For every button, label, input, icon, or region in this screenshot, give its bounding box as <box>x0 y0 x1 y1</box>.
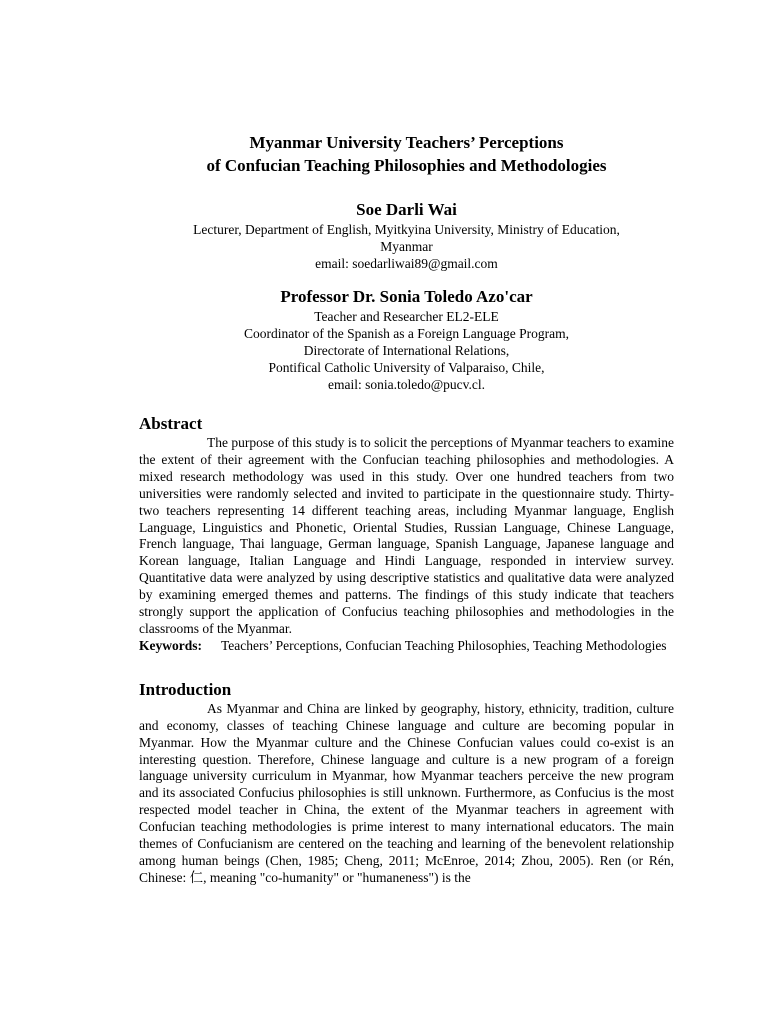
author-name: Professor Dr. Sonia Toledo Azo'car <box>280 287 533 306</box>
abstract-body: The purpose of this study is to solicit the perceptions of Myanmar teachers to examine the extent of their agreement with the Confucian teaching philosophies and methodologies. A mixed research methodology was used in this study. Over one hundred teachers from two universities were randomly selected and invited to participate in the questionnaire study. Thirty-two teachers representing 14 different teaching areas, including Myanmar language, English Language, Linguistics and Phonetic, Oriental Studies, Russian Language, Chinese Language, French language, Thai language, German language, Spanish Language, Japanese language and Korean language, Italian Language and Hindi Language, responded in interview survey. Quantitative data were analyzed by using descriptive statistics and qualitative data were analyzed by examining emerged themes and patterns. The findings of this study indicate that teachers strongly support the application of Confucius teaching philosophies and methodologies in the classrooms of the Myanmar. <box>139 435 674 636</box>
author-affiliation-line: Pontifical Catholic University of Valparaiso, Chile, <box>268 360 545 375</box>
paper-title <box>139 131 674 177</box>
author-affiliation-line: Teacher and Researcher EL2-ELE <box>314 309 499 324</box>
title-line-2: of Confucian Teaching Philosophies and Methodologies <box>206 156 607 175</box>
author-name: Soe Darli Wai <box>356 200 457 219</box>
author-block-2 <box>139 286 674 393</box>
introduction-section <box>139 679 674 887</box>
introduction-body: As Myanmar and China are linked by geography, history, ethnicity, tradition, culture and economy, classes of teaching Chinese language and culture are becoming popular in Myanmar. How the Myanmar culture and the Chinese Confucian values could co-exist is an interesting question. Therefore, Chinese language and culture is a new program of a foreign language university curriculum in Myanmar, how Myanmar teachers perceive the new program and its associated Confucius philosophies is still unknown. Furthermore, as Confucius is the most respected model teacher in China, the extent of the Myanmar teachers in agreement with Confucian teaching methodologies is prime interest to many international educators. The main themes of Confucianism are centered on the teaching and learning of the benevolent relationship among human beings (Chen, 1985; Cheng, 2011; McEnroe, 2014; Zhou, 2005). Ren (or Rén, Chinese: 仁, meaning "co-humanity" or "humaneness") is the <box>139 700 674 885</box>
introduction-heading: Introduction <box>139 679 232 699</box>
keywords-label: Keywords: <box>139 637 202 653</box>
keywords-text: Teachers’ Perceptions, Confucian Teaching Philosophies, Teaching Methodologies <box>221 637 667 653</box>
title-line-1: Myanmar University Teachers’ Perceptions <box>249 133 564 152</box>
author-block-1 <box>139 199 674 272</box>
abstract-heading: Abstract <box>139 414 203 433</box>
author-affiliation-line: Coordinator of the Spanish as a Foreign Language Program, <box>243 326 570 341</box>
author-email: email: sonia.toledo@pucv.cl. <box>327 377 486 392</box>
author-affiliation-line: Directorate of International Relations, <box>303 343 510 358</box>
keywords-row <box>139 638 674 655</box>
author-affiliation-line: Myanmar <box>380 239 433 254</box>
author-affiliation-line: Lecturer, Department of English, Myitkyina University, Ministry of Education, <box>193 222 620 237</box>
paper-page <box>139 131 674 887</box>
author-email: email: soedarliwai89@gmail.com <box>315 256 498 271</box>
abstract-section <box>139 413 674 655</box>
